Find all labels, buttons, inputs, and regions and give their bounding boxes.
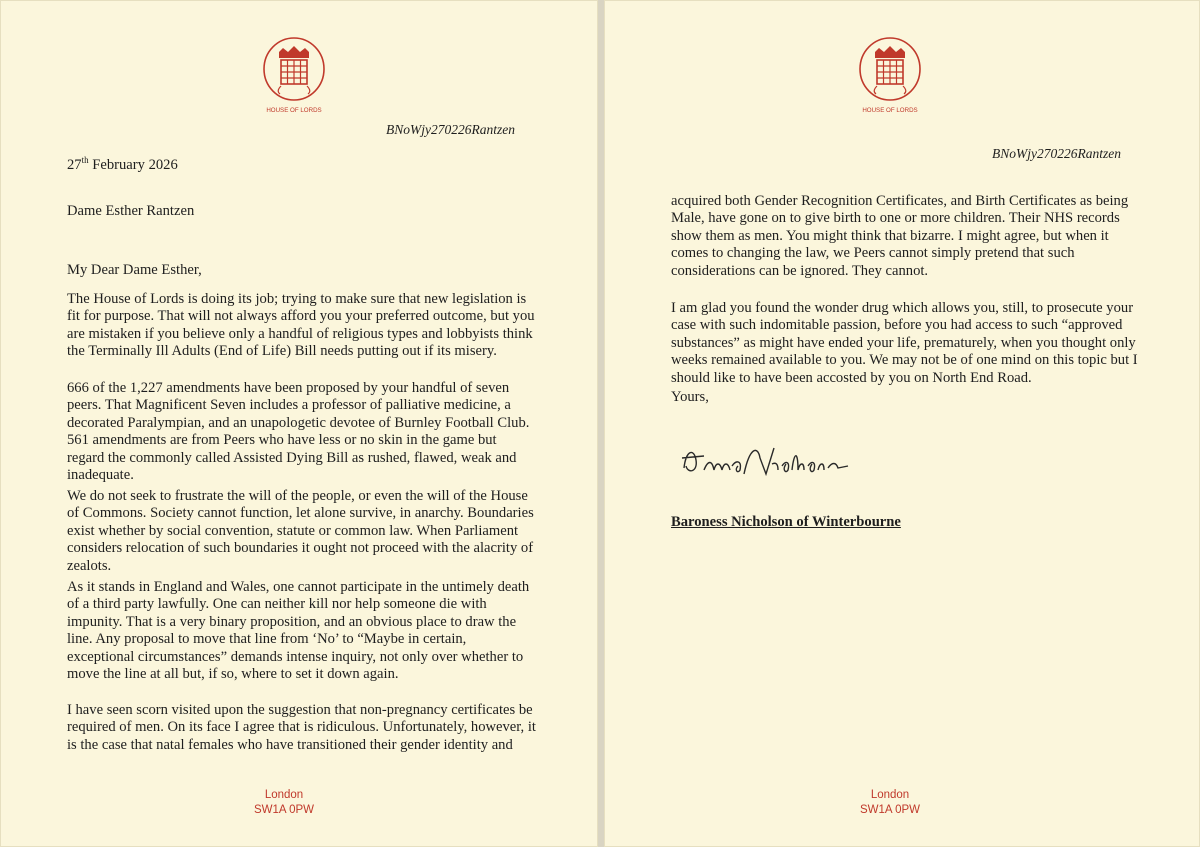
letter-paragraph: acquired both Gender Recognition Certificates, and Birth Certificates as being Male, have gone on to give birth to one or more children. Their NHS records show them as men. You might think that bizarre. I might agree, but when it comes to changing the law, we Peers cannot simply pretend that such considerations can be ignored. They cannot. <box>671 193 1129 279</box>
letter-salutation: My Dear Dame Esther, <box>67 262 202 278</box>
letter-footer-address <box>249 788 319 818</box>
footer-postcode: SW1A 0PW <box>253 804 315 816</box>
house-of-lords-crest-icon <box>261 36 327 118</box>
footer-postcode: SW1A 0PW <box>859 804 921 816</box>
letter-page-right <box>604 0 1200 847</box>
letter-recipient: Dame Esther Rantzen <box>67 203 195 219</box>
handwritten-signature <box>674 440 854 484</box>
signatory-name: Baroness Nicholson of Winterbourne <box>671 514 901 530</box>
letter-closing: Yours, <box>671 389 709 405</box>
letter-footer-address <box>855 788 925 818</box>
letter-reference: BNoWjy270226Rantzen <box>992 146 1121 161</box>
letter-paragraph: As it stands in England and Wales, one cannot participate in the untimely death of a third party lawfully. One can neither kill nor help someone die with impunity. That is a very binary proposition, and an obvious place to draw the line. Any proposal to move that line from ‘No’ to “Maybe in certain, exceptional circumstances” demands intense inquiry, not only over whether to move the line at all but, if so, where to set it down again. <box>67 579 530 683</box>
crest-caption: HOUSE OF LORDS <box>862 107 918 114</box>
letter-date: 27th February 2026 <box>67 155 178 173</box>
letter-paragraph: I am glad you found the wonder drug which allows you, still, to prosecute your case with such indomitable passion, before you had access to such “approved substances” as might have ended your life, prematurely, when you thought only weeks remained available to you. We may not be of one mind on this topic but I should like to have been accosted by you on North End Road. <box>671 300 1138 386</box>
letter-paragraph: We do not seek to frustrate the will of the people, or even the will of the House of Commons. Society cannot function, let alone survive, in anarchy. Boundaries exist whether by social convention, statute or common law. When Parliament considers relocation of such boundaries it ought not proceed with the alacrity of zealots. <box>67 488 534 574</box>
letter-paragraph: The House of Lords is doing its job; trying to make sure that new legislation is fit for purpose. That will not always afford you your preferred outcome, but you are mistaken if you believe only a handful of religious types and lobbyists think the Terminally Ill Adults (End of Life) Bill needs putting out if its misery. <box>67 291 535 360</box>
crest-caption: HOUSE OF LORDS <box>266 107 322 114</box>
letter-paragraph: 666 of the 1,227 amendments have been proposed by your handful of seven peers. That Magnificent Seven includes a professor of palliative medicine, a decorated Paralympian, and an unapologetic devotee of Burnley Football Club. 561 amendments are from Peers who have less or no skin in the game but regard the commonly called Assisted Dying Bill as rushed, flawed, weak and inadequate. <box>67 380 530 484</box>
footer-city: London <box>264 789 304 801</box>
footer-city: London <box>870 789 910 801</box>
letter-page-left <box>0 0 598 847</box>
letter-reference: BNoWjy270226Rantzen <box>386 122 515 137</box>
house-of-lords-crest-icon <box>857 36 923 118</box>
letter-paragraph: I have seen scorn visited upon the suggestion that non-pregnancy certificates be required of men. On its face I agree that is ridiculous. Unfortunately, however, it is the case that natal females who have transitioned their gender identity and <box>67 702 536 753</box>
